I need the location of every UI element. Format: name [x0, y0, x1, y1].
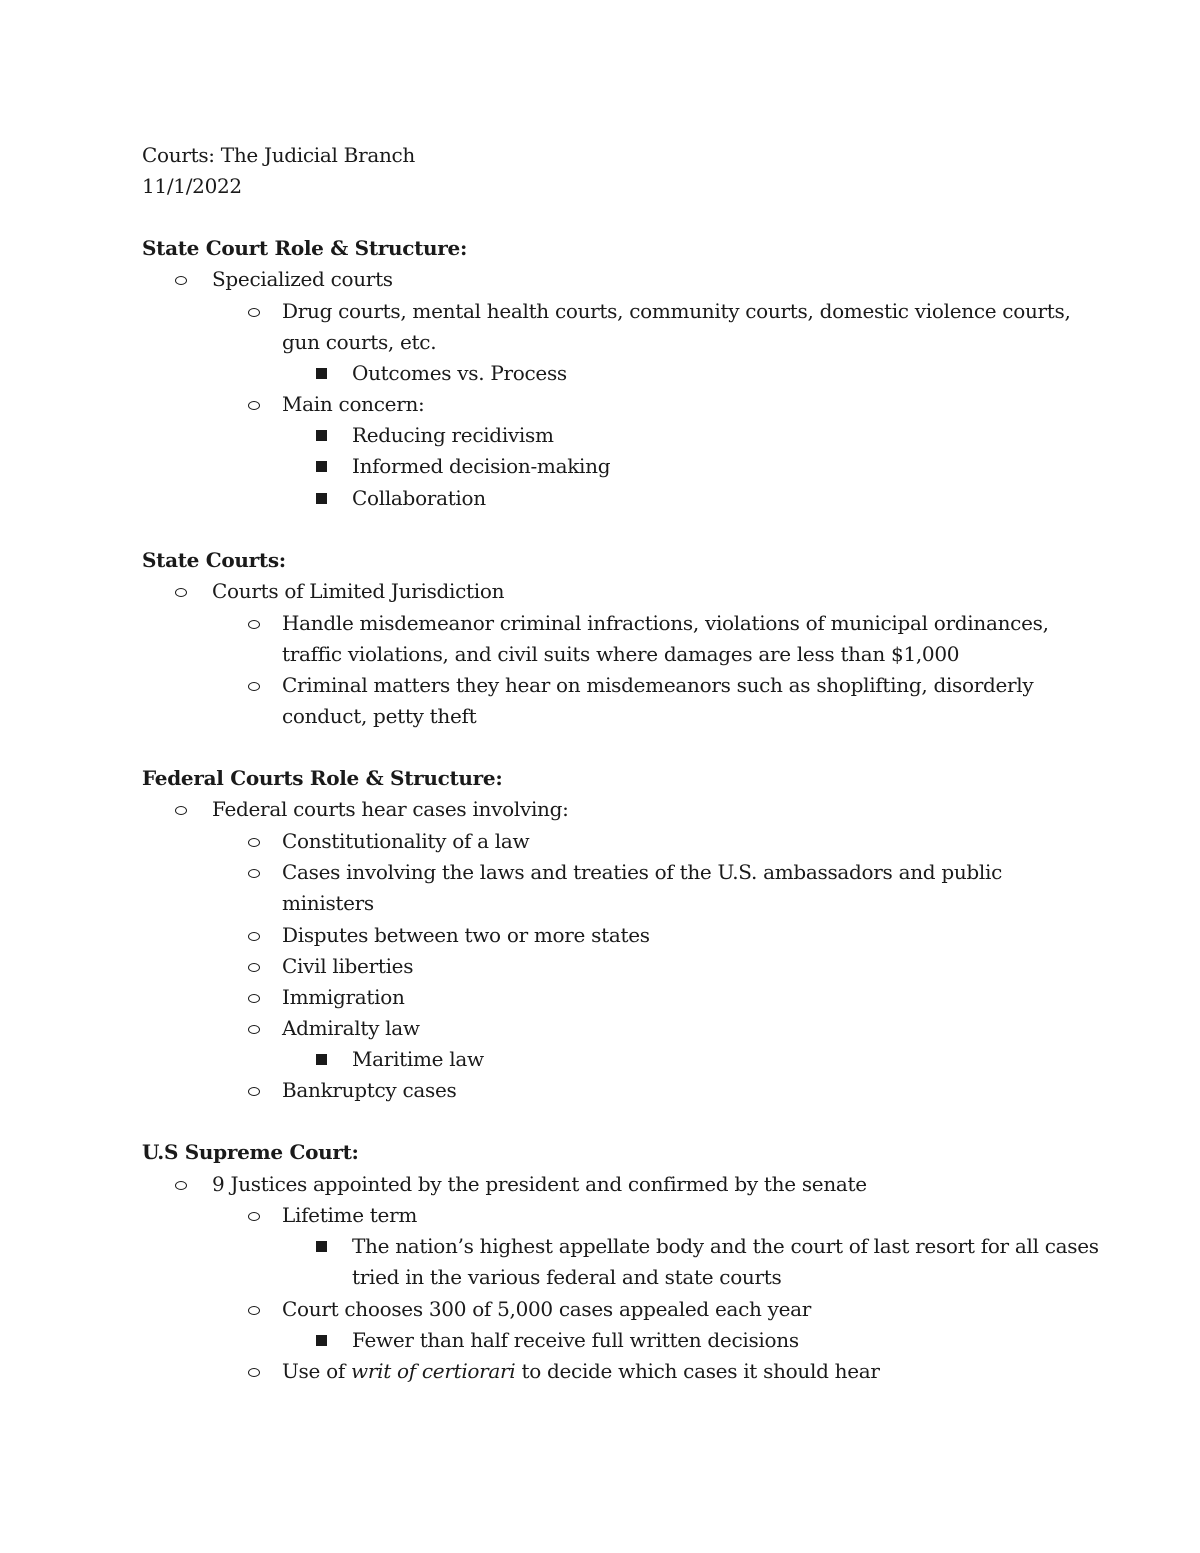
list-item: Lifetime term — [282, 1200, 417, 1231]
list-item-continuation: traffic violations, and civil suits where damages are less than $1,000 — [282, 642, 960, 666]
list-item-continuation: ministers — [282, 891, 374, 915]
list-item-continuation: gun courts, etc. — [282, 330, 437, 354]
square-bullet-icon — [316, 430, 327, 441]
list-item: Court chooses 300 of 5,000 cases appealed each year — [282, 1294, 811, 1325]
square-bullet-icon — [316, 1054, 327, 1065]
list-item: Cases involving the laws and treaties of the U.S. ambassadors and public — [282, 857, 1002, 888]
hollow-bullet-icon — [248, 994, 260, 1003]
list-item: The nation’s highest appellate body and the court of last resort for all cases — [352, 1231, 1099, 1262]
square-bullet-icon — [316, 1335, 327, 1346]
section-heading: State Courts: — [142, 548, 286, 572]
list-item: Informed decision-making — [352, 451, 610, 482]
list-item: Admiralty law — [282, 1013, 420, 1044]
square-bullet-icon — [316, 461, 327, 472]
list-item: Immigration — [282, 982, 405, 1013]
list-item: Handle misdemeanor criminal infractions, violations of municipal ordinances, — [282, 608, 1049, 639]
hollow-bullet-icon — [248, 620, 260, 629]
list-item: 9 Justices appointed by the president and confirmed by the senate — [212, 1169, 867, 1200]
list-item: Bankruptcy cases — [282, 1075, 456, 1106]
list-item: Outcomes vs. Process — [352, 358, 567, 389]
hollow-bullet-icon — [248, 308, 260, 317]
list-item: Main concern: — [282, 389, 424, 420]
hollow-bullet-icon — [248, 1212, 260, 1221]
list-item: Collaboration — [352, 483, 486, 514]
hollow-bullet-icon — [248, 1087, 260, 1096]
hollow-bullet-icon — [248, 1306, 260, 1315]
list-item: Drug courts, mental health courts, community courts, domestic violence courts, — [282, 296, 1071, 327]
hollow-bullet-icon — [248, 869, 260, 878]
hollow-bullet-icon — [248, 682, 260, 691]
list-item: Fewer than half receive full written decisions — [352, 1325, 799, 1356]
hollow-bullet-icon — [248, 963, 260, 972]
list-item: Civil liberties — [282, 951, 413, 982]
list-item: Criminal matters they hear on misdemeanors such as shoplifting, disorderly — [282, 670, 1033, 701]
hollow-bullet-icon — [175, 1181, 187, 1190]
hollow-bullet-icon — [175, 588, 187, 597]
list-item-continuation: conduct, petty theft — [282, 704, 477, 728]
hollow-bullet-icon — [175, 806, 187, 815]
square-bullet-icon — [316, 493, 327, 504]
hollow-bullet-icon — [248, 401, 260, 410]
list-item: Reducing recidivism — [352, 420, 554, 451]
list-item: Constitutionality of a law — [282, 826, 529, 857]
list-item: Specialized courts — [212, 264, 393, 295]
section-heading: Federal Courts Role & Structure: — [142, 766, 503, 790]
doc-date: 11/1/2022 — [142, 174, 242, 198]
list-item: Maritime law — [352, 1044, 484, 1075]
italic-term: writ of certiorari — [351, 1359, 516, 1383]
list-item: Disputes between two or more states — [282, 920, 650, 951]
hollow-bullet-icon — [248, 838, 260, 847]
list-item-continuation: tried in the various federal and state courts — [352, 1265, 782, 1289]
list-item: Use of writ of certiorari to decide which cases it should hear — [282, 1356, 880, 1387]
hollow-bullet-icon — [248, 1025, 260, 1034]
square-bullet-icon — [316, 1241, 327, 1252]
hollow-bullet-icon — [175, 276, 187, 285]
list-item: Federal courts hear cases involving: — [212, 794, 569, 825]
hollow-bullet-icon — [248, 932, 260, 941]
list-item: Courts of Limited Jurisdiction — [212, 576, 504, 607]
section-heading: U.S Supreme Court: — [142, 1140, 359, 1164]
hollow-bullet-icon — [248, 1368, 260, 1377]
doc-title: Courts: The Judicial Branch — [142, 143, 416, 167]
square-bullet-icon — [316, 368, 327, 379]
section-heading: State Court Role & Structure: — [142, 236, 468, 260]
